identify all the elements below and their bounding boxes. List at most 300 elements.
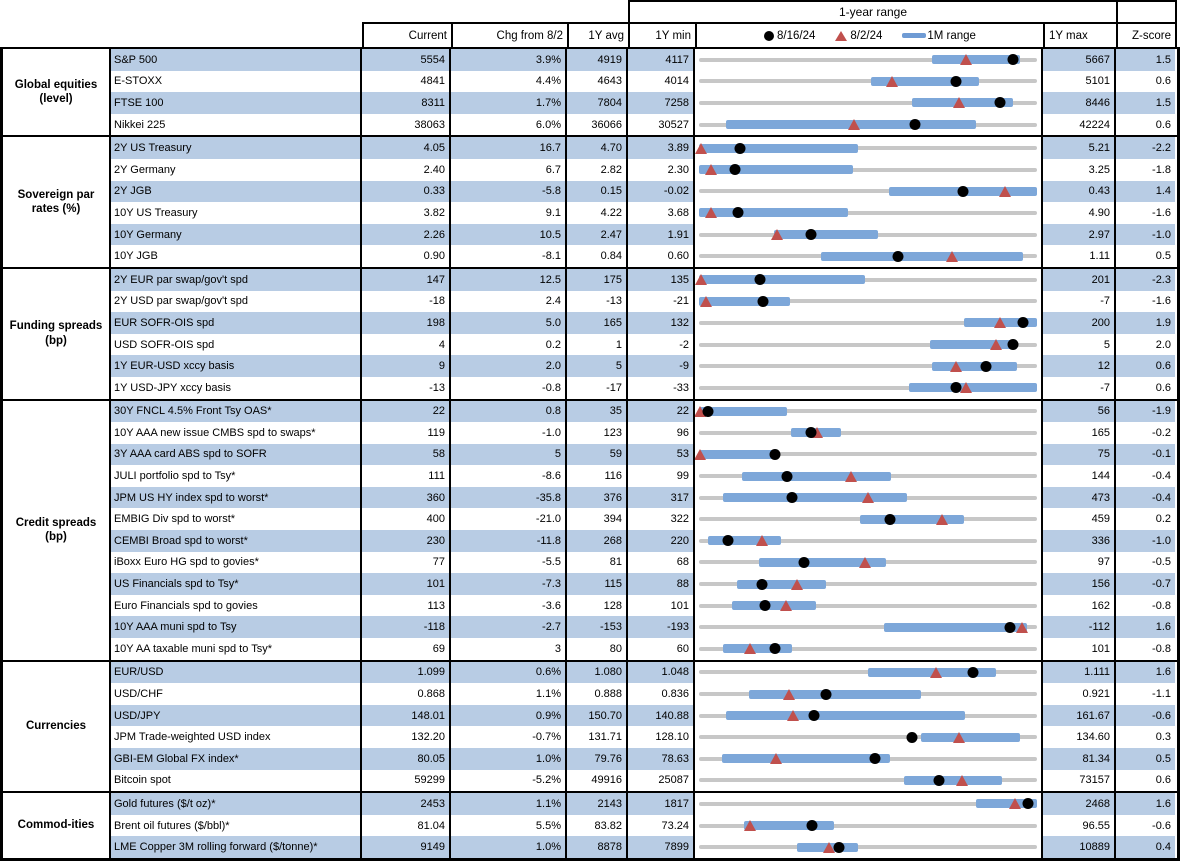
range-chart	[693, 465, 1041, 487]
chg-value: -7.3	[449, 573, 565, 595]
triangle-marker-8-2	[1009, 798, 1021, 809]
chg-value: 2.0	[449, 355, 565, 377]
legend-dot-label: 8/16/24	[777, 29, 816, 42]
instrument-name: 2Y Germany	[114, 163, 176, 176]
instrument-name: USD/CHF	[114, 688, 163, 701]
zscore-value: 1.5	[1114, 92, 1175, 114]
table-group	[3, 49, 1177, 135]
avg-value: 175	[565, 269, 626, 291]
triangle-marker-8-2	[700, 296, 712, 307]
max-value: 156	[1041, 573, 1114, 595]
current-value: 147	[360, 269, 449, 291]
current-value: 111	[360, 465, 449, 487]
table-row	[111, 815, 1177, 837]
zscore-value: 0.5	[1114, 245, 1175, 267]
zscore-value: 0.4	[1114, 836, 1175, 858]
current-value: 1.099	[360, 662, 449, 684]
max-value: 101	[1041, 638, 1114, 660]
chg-value: 0.2	[449, 334, 565, 356]
chg-value: 1.1%	[449, 683, 565, 705]
dot-marker-8-16	[957, 186, 968, 197]
triangle-marker-8-2	[705, 207, 717, 218]
group-rows	[111, 269, 1177, 399]
range-chart	[693, 422, 1041, 444]
table-row	[111, 465, 1177, 487]
current-value: 198	[360, 312, 449, 334]
avg-value: 4.22	[565, 202, 626, 224]
current-value: 3.82	[360, 202, 449, 224]
col-header-1y-avg: 1Y avg	[567, 22, 628, 47]
zscore-value: 1.6	[1114, 616, 1175, 638]
dot-marker-8-16	[722, 535, 733, 546]
instrument-name: Nikkei 225	[114, 118, 166, 131]
current-value: 38063	[360, 114, 449, 136]
table-row	[111, 114, 1177, 136]
instrument-name: 3Y AAA card ABS spd to SOFR	[111, 444, 360, 466]
table-row	[111, 92, 1177, 114]
one-year-range-header: 1-year range	[628, 0, 1116, 22]
legend-bar-icon	[902, 33, 926, 38]
dot-marker-8-16	[729, 164, 740, 175]
dot-marker-8-16	[787, 492, 798, 503]
range-chart	[693, 770, 1041, 792]
table-row	[111, 793, 1177, 815]
triangle-marker-8-2	[791, 579, 803, 590]
zscore-value: -0.6	[1114, 705, 1175, 727]
instrument-name: Gold futures ($/t oz)*	[111, 793, 360, 815]
current-value: 0.868	[360, 683, 449, 705]
group-rows	[111, 793, 1177, 858]
triangle-marker-8-2	[780, 600, 792, 611]
instrument-name: 2Y USD par swap/gov't spd	[114, 295, 248, 308]
current-value: 59299	[360, 770, 449, 792]
instrument-name: 10Y Germany	[111, 224, 360, 246]
zscore-value: 0.6	[1114, 377, 1175, 399]
table-row	[111, 705, 1177, 727]
group-label: Commod-ities	[3, 793, 111, 858]
current-value: 2.40	[360, 159, 449, 181]
min-value: 99	[626, 465, 693, 487]
dot-marker-8-16	[981, 361, 992, 372]
min-value: 3.89	[626, 137, 693, 159]
group-label: Funding spreads (bp)	[3, 269, 111, 399]
dot-marker-8-16	[770, 643, 781, 654]
table-group	[3, 135, 1177, 267]
instrument-name: Bitcoin spot	[114, 774, 171, 787]
max-value: 5101	[1041, 71, 1114, 93]
current-value: 2.26	[360, 224, 449, 246]
table-row	[111, 726, 1177, 748]
chg-value: 1.7%	[449, 92, 565, 114]
chg-value: -21.0	[449, 508, 565, 530]
zscore-value: -1.6	[1114, 291, 1175, 313]
current-value: 4	[360, 334, 449, 356]
dot-marker-8-16	[910, 119, 921, 130]
max-value: -7	[1041, 291, 1114, 313]
chg-value: -11.8	[449, 530, 565, 552]
avg-value: 4919	[565, 49, 626, 71]
instrument-name: LME Copper 3M rolling forward ($/tonne)*	[111, 836, 360, 858]
min-value: -21	[626, 291, 693, 313]
current-value: 230	[360, 530, 449, 552]
instrument-name: 2Y EUR par swap/gov't spd	[111, 269, 360, 291]
max-value: 0.921	[1041, 683, 1114, 705]
dot-marker-8-16	[808, 710, 819, 721]
instrument-name: 10Y AAA new issue CMBS spd to swaps*	[114, 426, 316, 439]
chg-value: -5.8	[449, 181, 565, 203]
chg-value: 16.7	[449, 137, 565, 159]
year-range-line	[699, 431, 1037, 435]
zscore-value: 1.5	[1114, 49, 1175, 71]
chg-value: 6.0%	[449, 114, 565, 136]
max-value: 200	[1041, 312, 1114, 334]
chg-value: -1.0	[449, 422, 565, 444]
chg-value: -0.8	[449, 377, 565, 399]
triangle-marker-8-2	[994, 317, 1006, 328]
header-row-columns	[0, 22, 1180, 47]
triangle-marker-8-2	[705, 164, 717, 175]
dot-marker-8-16	[869, 753, 880, 764]
avg-value: 123	[565, 422, 626, 444]
dot-marker-8-16	[732, 207, 743, 218]
group-label: Global equities (level)	[3, 49, 111, 135]
current-value: 0.33	[360, 181, 449, 203]
triangle-marker-8-2	[953, 732, 965, 743]
instrument-name: FTSE 100	[111, 92, 360, 114]
max-value: 2.97	[1041, 224, 1114, 246]
instrument-name: EMBIG Div spd to worst*	[114, 513, 236, 526]
avg-value: 36066	[565, 114, 626, 136]
zscore-value: 0.6	[1114, 355, 1175, 377]
chg-value: 5	[449, 444, 565, 466]
max-value: 336	[1041, 530, 1114, 552]
avg-value: 268	[565, 530, 626, 552]
max-value: -7	[1041, 377, 1114, 399]
triangle-marker-8-2	[956, 775, 968, 786]
current-value: 58	[360, 444, 449, 466]
max-value: 1.11	[1041, 245, 1114, 267]
legend-dot-icon	[764, 31, 774, 41]
table-row	[111, 595, 1177, 617]
chart-legend	[695, 22, 1043, 47]
range-chart	[693, 748, 1041, 770]
triangle-marker-8-2	[999, 186, 1011, 197]
avg-value: 128	[565, 595, 626, 617]
avg-value: 0.888	[565, 683, 626, 705]
zscore-value: -0.4	[1114, 487, 1175, 509]
one-month-range-bar	[932, 362, 1016, 371]
range-chart	[693, 224, 1041, 246]
range-chart	[693, 159, 1041, 181]
legend-item-8-16	[764, 30, 815, 42]
one-month-range-bar	[726, 711, 965, 720]
max-value: 165	[1041, 422, 1114, 444]
chg-value: -0.7%	[449, 726, 565, 748]
current-value: 69	[360, 638, 449, 660]
one-month-range-bar	[744, 821, 834, 830]
avg-value: 49916	[565, 770, 626, 792]
table-row	[111, 245, 1177, 267]
triangle-marker-8-2	[787, 710, 799, 721]
avg-value: 80	[565, 638, 626, 660]
group-rows	[111, 49, 1177, 135]
dot-marker-8-16	[893, 251, 904, 262]
triangle-marker-8-2	[960, 54, 972, 65]
zscore-value: 1.6	[1114, 793, 1175, 815]
table-row	[111, 159, 1177, 181]
zscore-value: -1.8	[1114, 159, 1175, 181]
triangle-marker-8-2	[862, 492, 874, 503]
range-chart	[693, 202, 1041, 224]
dot-marker-8-16	[806, 820, 817, 831]
one-month-range-bar	[699, 208, 848, 217]
max-value: 459	[1041, 508, 1114, 530]
dot-marker-8-16	[950, 76, 961, 87]
zscore-value: 1.4	[1114, 181, 1175, 203]
table-row	[111, 71, 1177, 93]
legend-triangle-label: 8/2/24	[850, 29, 883, 42]
current-value: 2453	[360, 793, 449, 815]
chg-value: 1.0%	[449, 748, 565, 770]
max-value: 5	[1041, 334, 1114, 356]
table-row	[111, 487, 1177, 509]
range-chart	[693, 444, 1041, 466]
instrument-name: Brent oil futures ($/bbl)*	[114, 819, 230, 832]
zscore-value: 1.6	[1114, 662, 1175, 684]
max-value: 73157	[1041, 770, 1114, 792]
zscore-value: 0.6	[1114, 770, 1175, 792]
zscore-value: 0.6	[1114, 71, 1175, 93]
table-row	[111, 334, 1177, 356]
zscore-value: -0.7	[1114, 573, 1175, 595]
current-value: 9149	[360, 836, 449, 858]
max-value: 81.34	[1041, 748, 1114, 770]
one-month-range-bar	[749, 690, 921, 699]
one-month-range-bar	[921, 733, 1020, 742]
one-month-range-bar	[930, 340, 1016, 349]
triangle-marker-8-2	[946, 251, 958, 262]
instrument-name: Euro Financials spd to govies	[114, 599, 258, 612]
min-value: 53	[626, 444, 693, 466]
range-chart	[693, 291, 1041, 313]
max-value: 5.21	[1041, 137, 1114, 159]
triangle-marker-8-2	[695, 143, 707, 154]
range-chart	[693, 49, 1041, 71]
table-row	[111, 377, 1177, 399]
triangle-marker-8-2	[936, 514, 948, 525]
dot-marker-8-16	[834, 842, 845, 853]
range-chart	[693, 181, 1041, 203]
range-chart	[693, 595, 1041, 617]
avg-value: -17	[565, 377, 626, 399]
triangle-marker-8-2	[960, 382, 972, 393]
current-value: 4841	[360, 71, 449, 93]
table-group	[3, 399, 1177, 660]
current-value: 0.90	[360, 245, 449, 267]
current-value: 101	[360, 573, 449, 595]
instrument-name: JPM US HY index spd to worst*	[111, 487, 360, 509]
min-value: 68	[626, 552, 693, 574]
one-month-range-bar	[699, 144, 858, 153]
triangle-marker-8-2	[845, 471, 857, 482]
zscore-value: -1.9	[1114, 401, 1175, 423]
header-row-range	[0, 0, 1180, 22]
table-row	[111, 552, 1177, 574]
range-chart	[693, 269, 1041, 291]
chg-value: 0.6%	[449, 662, 565, 684]
chg-value: 6.7	[449, 159, 565, 181]
one-month-range-bar	[774, 230, 878, 239]
zscore-value: -2.3	[1114, 269, 1175, 291]
chg-value: -8.6	[449, 465, 565, 487]
max-value: 42224	[1041, 114, 1114, 136]
instrument-name: 30Y FNCL 4.5% Front Tsy OAS*	[111, 401, 360, 423]
avg-value: 376	[565, 487, 626, 509]
min-value: 140.88	[626, 705, 693, 727]
one-month-range-bar	[722, 754, 891, 763]
range-chart	[693, 793, 1041, 815]
dot-marker-8-16	[798, 557, 809, 568]
zscore-value: -0.2	[1114, 422, 1175, 444]
table-group	[3, 791, 1177, 858]
table-group	[3, 660, 1177, 792]
table-row	[111, 224, 1177, 246]
min-value: -2	[626, 334, 693, 356]
col-header-1y-min: 1Y min	[628, 22, 695, 47]
min-value: 0.836	[626, 683, 693, 705]
avg-value: 150.70	[565, 705, 626, 727]
min-value: 1817	[626, 793, 693, 815]
chg-value: 5.0	[449, 312, 565, 334]
max-value: 56	[1041, 401, 1114, 423]
dot-marker-8-16	[756, 579, 767, 590]
table-row	[111, 269, 1177, 291]
table-row	[111, 137, 1177, 159]
table-row	[111, 836, 1177, 858]
legend-triangle-icon	[835, 31, 847, 41]
chg-value: -5.2%	[449, 770, 565, 792]
zscore-value: 2.0	[1114, 334, 1175, 356]
dot-marker-8-16	[1008, 54, 1019, 65]
range-chart	[693, 530, 1041, 552]
min-value: 25087	[626, 770, 693, 792]
max-value: 5667	[1041, 49, 1114, 71]
current-value: 77	[360, 552, 449, 574]
zscore-value: -1.0	[1114, 224, 1175, 246]
triangle-marker-8-2	[930, 667, 942, 678]
range-chart	[693, 836, 1041, 858]
dot-marker-8-16	[760, 600, 771, 611]
chg-value: 1.0%	[449, 836, 565, 858]
dot-marker-8-16	[1004, 622, 1015, 633]
legend-item-8-2	[835, 30, 882, 42]
dot-marker-8-16	[950, 382, 961, 393]
dot-marker-8-16	[702, 406, 713, 417]
range-chart	[693, 726, 1041, 748]
current-value: 148.01	[360, 705, 449, 727]
min-value: 220	[626, 530, 693, 552]
chg-value: 5.5%	[449, 815, 565, 837]
current-value: 400	[360, 508, 449, 530]
triangle-marker-8-2	[744, 643, 756, 654]
dot-marker-8-16	[758, 296, 769, 307]
chg-value: 10.5	[449, 224, 565, 246]
range-chart	[693, 71, 1041, 93]
max-value: 10889	[1041, 836, 1114, 858]
table-row	[111, 312, 1177, 334]
instrument-name: 10Y AAA muni spd to Tsy	[111, 616, 360, 638]
chg-value: -35.8	[449, 487, 565, 509]
avg-value: 115	[565, 573, 626, 595]
instrument-name: E-STOXX	[114, 75, 163, 88]
avg-value: 2.82	[565, 159, 626, 181]
one-month-range-bar	[699, 450, 778, 459]
chg-value: 4.4%	[449, 71, 565, 93]
zscore-value: 0.3	[1114, 726, 1175, 748]
instrument-name: EUR/USD	[111, 662, 360, 684]
max-value: 75	[1041, 444, 1114, 466]
table-row	[111, 748, 1177, 770]
avg-value: 1	[565, 334, 626, 356]
table-row	[111, 573, 1177, 595]
min-value: 22	[626, 401, 693, 423]
range-chart	[693, 705, 1041, 727]
zscore-value: 0.5	[1114, 748, 1175, 770]
table-row	[111, 291, 1177, 313]
triangle-marker-8-2	[783, 689, 795, 700]
avg-value: 8878	[565, 836, 626, 858]
range-chart	[693, 683, 1041, 705]
header-blank-names	[0, 22, 362, 47]
max-value: 144	[1041, 465, 1114, 487]
dot-marker-8-16	[821, 689, 832, 700]
range-chart	[693, 355, 1041, 377]
dot-marker-8-16	[994, 97, 1005, 108]
min-value: 135	[626, 269, 693, 291]
current-value: 360	[360, 487, 449, 509]
min-value: 101	[626, 595, 693, 617]
max-value: 97	[1041, 552, 1114, 574]
instrument-name: 1Y USD-JPY xccy basis	[114, 381, 231, 394]
instrument-name: 10Y AA taxable muni spd to Tsy*	[114, 642, 272, 655]
avg-value: 4643	[565, 71, 626, 93]
min-value: 1.91	[626, 224, 693, 246]
table-row	[111, 530, 1177, 552]
triangle-marker-8-2	[694, 449, 706, 460]
table-row	[111, 202, 1177, 224]
one-month-range-bar	[699, 275, 864, 284]
dot-marker-8-16	[884, 514, 895, 525]
one-month-range-bar	[732, 601, 816, 610]
legend-item-1m-range	[902, 30, 976, 42]
current-value: 5554	[360, 49, 449, 71]
current-value: -118	[360, 616, 449, 638]
current-value: -18	[360, 291, 449, 313]
zscore-value: -0.8	[1114, 595, 1175, 617]
legend-bar-label: 1M range	[927, 29, 976, 42]
avg-value: 116	[565, 465, 626, 487]
table-row	[111, 508, 1177, 530]
avg-value: 0.84	[565, 245, 626, 267]
dot-marker-8-16	[1018, 317, 1029, 328]
min-value: 4117	[626, 49, 693, 71]
chg-value: -8.1	[449, 245, 565, 267]
max-value: 134.60	[1041, 726, 1114, 748]
instrument-name: 10Y US Treasury	[114, 206, 198, 219]
instrument-name: US Financials spd to Tsy*	[111, 573, 360, 595]
chg-value: 0.8	[449, 401, 565, 423]
chg-value: 3.9%	[449, 49, 565, 71]
